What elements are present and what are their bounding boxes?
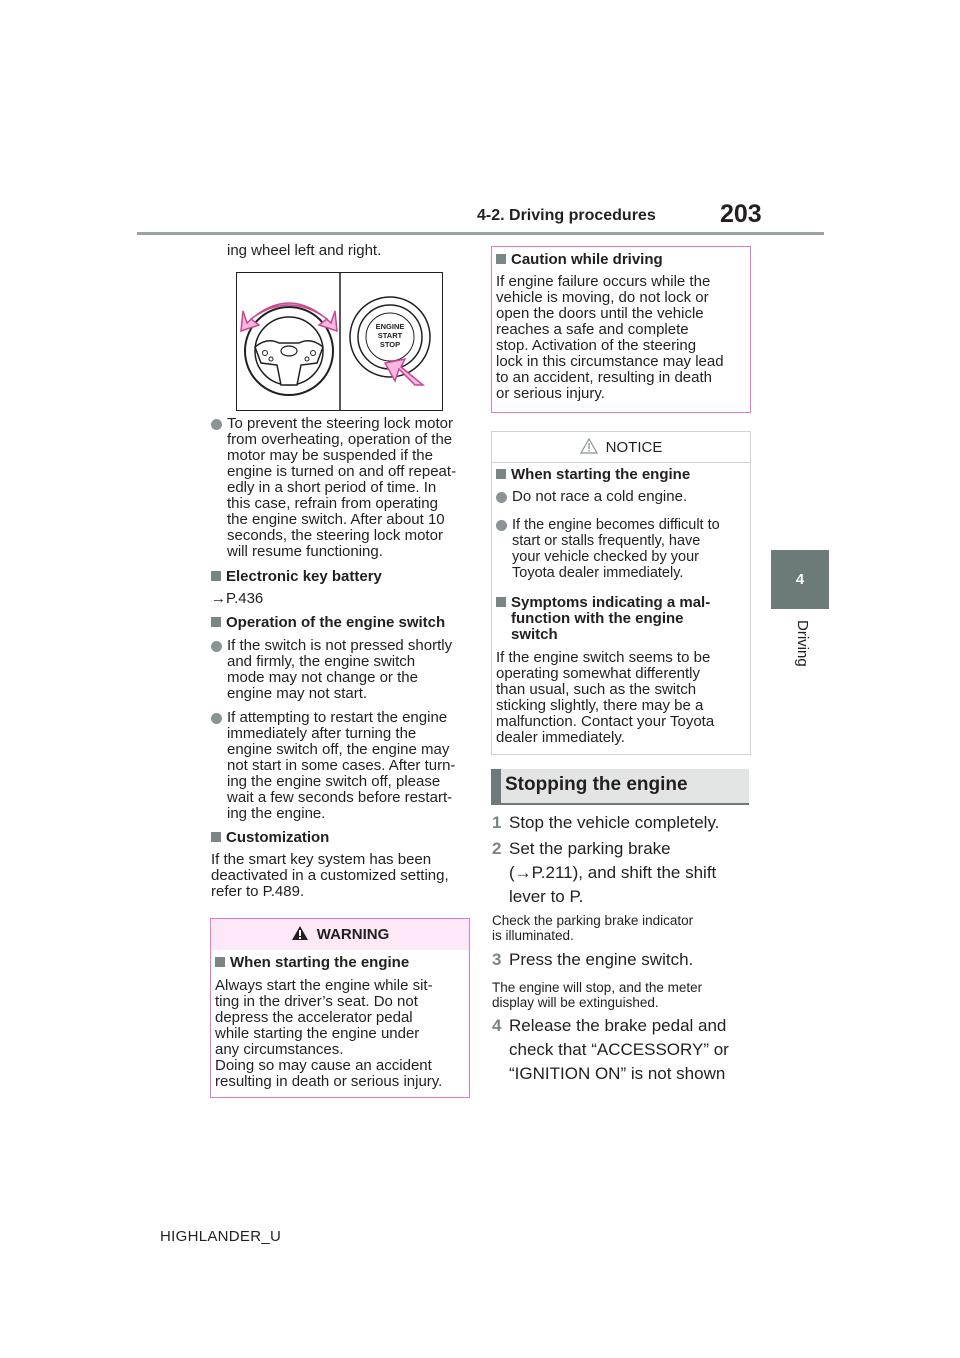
step-3: 3 Press the engine switch.: [492, 948, 752, 972]
notice-symptoms-text: If the engine switch seems to be operating somewhat differently than usual, such as the switch sticking slightly, there may be a malfunction. Contact your Toyota dealer immediately.: [496, 649, 715, 746]
caution-subhead: Caution while driving: [496, 252, 663, 268]
bullet-steering-lock: To prevent the steering lock motor from overheating, operation of the motor may be suspended if the engine is turned on and off repeat- edly in a short period of time. In this case, refrain from operating the engine switch. After about 10 seconds, the steering lock motor will resume functioning.: [211, 416, 487, 560]
step-number: 2: [492, 839, 502, 858]
bullet-restart: If attempting to restart the engine immediately after turning the engine switch off, the engine may not start in some cases. After turn- ing the engine switch off, please wait a few seconds before restart- ing the engine.: [211, 710, 487, 822]
bullet-icon: [211, 419, 222, 430]
bullet-icon: [496, 520, 507, 531]
notice-icon: [580, 438, 598, 454]
section-heading-rule: [491, 803, 749, 805]
notice-bullet-cold-engine: Do not race a cold engine.: [496, 489, 762, 505]
notice-subhead-starting: When starting the engine: [496, 467, 690, 483]
step-1: 1 Stop the vehicle completely.: [492, 811, 752, 835]
caution-text: If engine failure occurs while the vehicle is moving, do not lock or open the doors until the vehicle reaches a safe and complete stop. Activation of the steering lock in this circumstance may lead to an accident, resulting in death or serious injury.: [496, 273, 724, 402]
bullet-icon: [211, 641, 222, 652]
bullet-press-switch: If the switch is not pressed shortly and firmly, the engine switch mode may not change or the engine may not start.: [211, 638, 487, 702]
heading-customization: Customization: [211, 830, 329, 846]
customization-text: If the smart key system has been deactivated in a customized setting, refer to P.489.: [211, 851, 449, 900]
battery-reference: →P.436: [211, 590, 264, 607]
step-number: 1: [492, 813, 502, 832]
warning-title: WARNING: [316, 926, 390, 943]
page-number: 203: [720, 200, 762, 228]
square-bullet-icon: [211, 832, 221, 842]
chapter-tab-label: Driving: [794, 620, 811, 667]
caution-box: [491, 246, 751, 413]
section-title: 4-2. Driving procedures: [477, 207, 656, 224]
step-number: 4: [492, 1016, 502, 1035]
button-text-stop: STOP: [379, 340, 401, 349]
warning-subhead: When starting the engine: [215, 955, 409, 971]
warning-header: [211, 919, 469, 950]
bullet-icon: [496, 492, 507, 503]
steering-wheel-illustration: [237, 273, 442, 410]
heading-engine-switch-operation: Operation of the engine switch: [211, 615, 445, 631]
square-bullet-icon: [211, 617, 221, 627]
footer-model: HIGHLANDER_U: [160, 1228, 282, 1245]
button-text-engine: ENGINE: [375, 322, 405, 331]
steering-switch-figure: [236, 272, 443, 411]
step-2-note: Check the parking brake indicator is illuminated.: [492, 913, 694, 943]
intro-line: ing wheel left and right.: [227, 242, 382, 259]
notice-header: [492, 432, 750, 463]
heading-key-battery: Electronic key battery: [211, 569, 382, 585]
step-3-note: The engine will stop, and the meter display will be extinguished.: [492, 980, 703, 1010]
warning-text: Always start the engine while sit- ting in the driver’s seat. Do not depress the accelerator pedal while starting the engine under any circumstances. Doing so may cause an accident resulting in death or serious injury.: [215, 977, 443, 1090]
notice-subhead-symptoms: Symptoms indicating a mal- function with the engine switch: [496, 595, 710, 643]
warning-icon: [291, 925, 309, 941]
bullet-icon: [211, 713, 222, 724]
button-text-start: START: [377, 331, 403, 340]
square-bullet-icon: [211, 571, 221, 581]
section-heading-stopping: Stopping the engine: [491, 769, 749, 804]
header-rule: [137, 232, 824, 235]
square-bullet-icon: [496, 254, 506, 264]
notice-bullet-stalls: If the engine becomes difficult to start or stalls frequently, have your vehicle checked by your Toyota dealer immediately.: [496, 517, 762, 581]
notice-title: NOTICE: [605, 439, 663, 456]
step-2: 2 Set the parking brake (→P.211), and shift the shift lever to P.: [492, 839, 717, 906]
step-number: 3: [492, 950, 502, 969]
square-bullet-icon: [215, 957, 225, 967]
step-4: 4 Release the brake pedal and check that “ACCESSORY” or “IGNITION ON” is not shown: [492, 1016, 729, 1083]
chapter-tab: 4: [771, 550, 829, 609]
square-bullet-icon: [496, 597, 506, 607]
warning-box: [210, 918, 470, 1098]
square-bullet-icon: [496, 469, 506, 479]
notice-box: [491, 431, 751, 755]
